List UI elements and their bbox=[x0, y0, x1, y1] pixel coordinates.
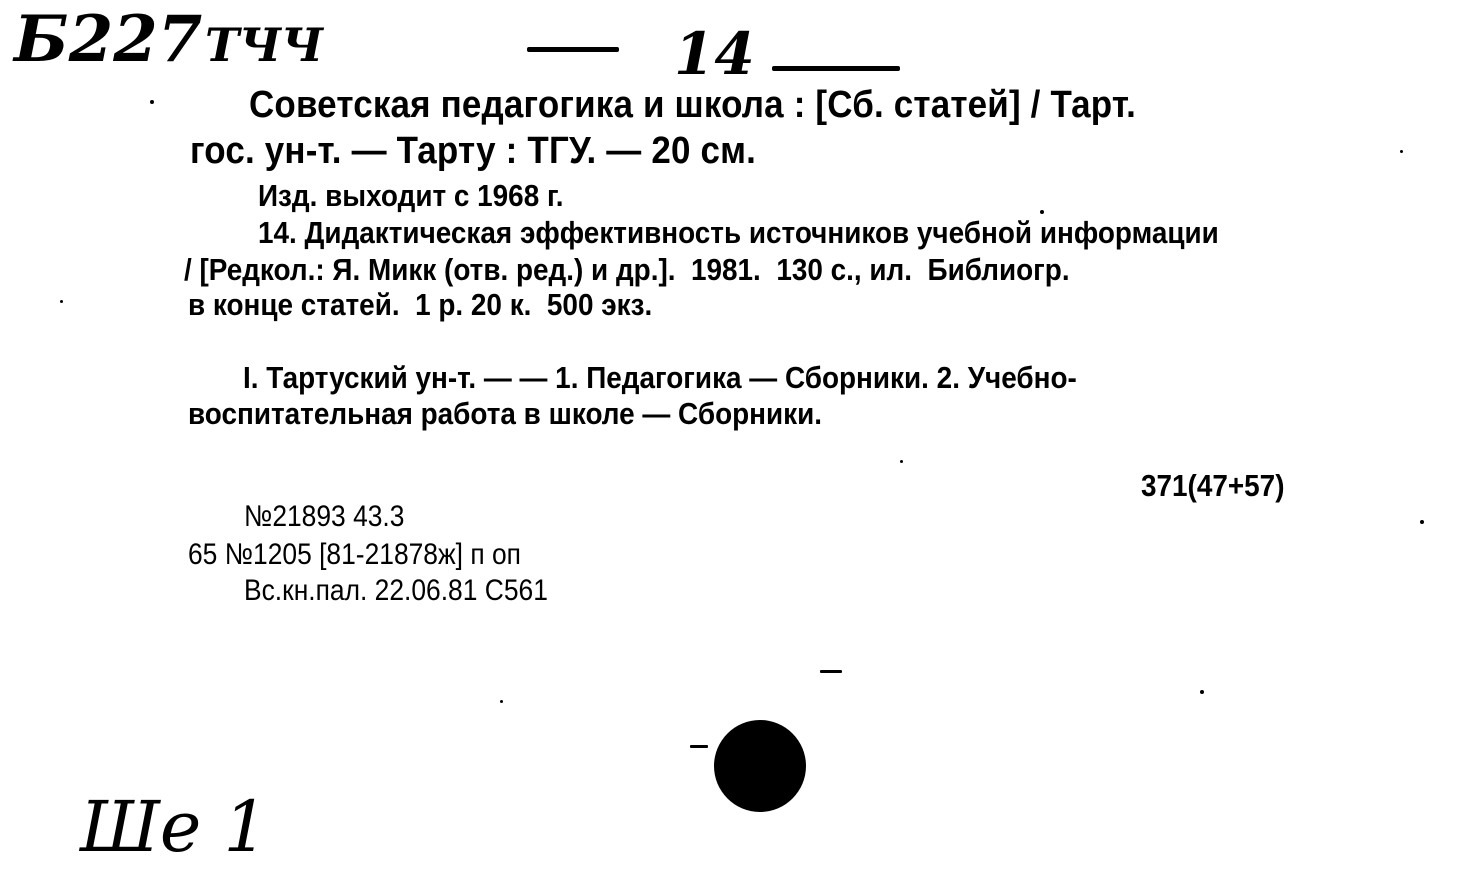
classification-code: 371(47+57) bbox=[1141, 468, 1285, 503]
scan-speck bbox=[1400, 150, 1403, 153]
dash-left bbox=[527, 47, 619, 52]
scan-speck bbox=[900, 460, 903, 463]
scan-speck bbox=[690, 745, 708, 748]
scan-speck bbox=[500, 700, 503, 703]
handwritten-shelf-mark: Б227 bbox=[14, 2, 203, 77]
title-line-2: гос. ун-т. — Тарту : ТГУ. — 20 см. bbox=[190, 130, 757, 172]
subject-line-1: I. Тартуский ун-т. — — 1. Педагогика — Сборники. 2. Учебно- bbox=[243, 360, 1077, 395]
title-line-1: Советская педагогика и школа : [Сб. статей] / Тарт. bbox=[249, 84, 1136, 126]
scan-speck bbox=[1420, 520, 1424, 524]
card-punch-hole bbox=[714, 720, 806, 812]
subject-line-2: воспитательная работа в школе — Сборники. bbox=[188, 396, 823, 431]
description-line-1: 14. Дидактическая эффективность источников учебной информации bbox=[258, 215, 1219, 250]
handwritten-bottom-note: Ше 1 bbox=[80, 786, 269, 868]
dash-right bbox=[772, 66, 900, 71]
footer-line-3: Вс.кн.пал. 22.06.81 С561 bbox=[244, 574, 548, 607]
footer-line-1: №21893 43.3 bbox=[244, 500, 405, 533]
scan-speck bbox=[60, 300, 63, 303]
scan-speck bbox=[1200, 690, 1204, 694]
handwritten-shelf-sub: ТЧЧ bbox=[205, 18, 324, 72]
edition-note: Изд. выходит с 1968 г. bbox=[258, 178, 564, 213]
handwritten-volume: 14 bbox=[674, 20, 755, 88]
scan-speck bbox=[150, 100, 154, 104]
scan-speck bbox=[1040, 210, 1044, 214]
scan-speck bbox=[820, 670, 842, 673]
footer-line-2: 65 №1205 [81-21878ж] п оп bbox=[188, 538, 521, 571]
description-line-3: в конце статей. 1 р. 20 к. 500 экз. bbox=[188, 287, 653, 322]
description-line-2: / [Редкол.: Я. Микк (отв. ред.) и др.]. 1981. 130 с., ил. Библиогр. bbox=[184, 252, 1070, 287]
